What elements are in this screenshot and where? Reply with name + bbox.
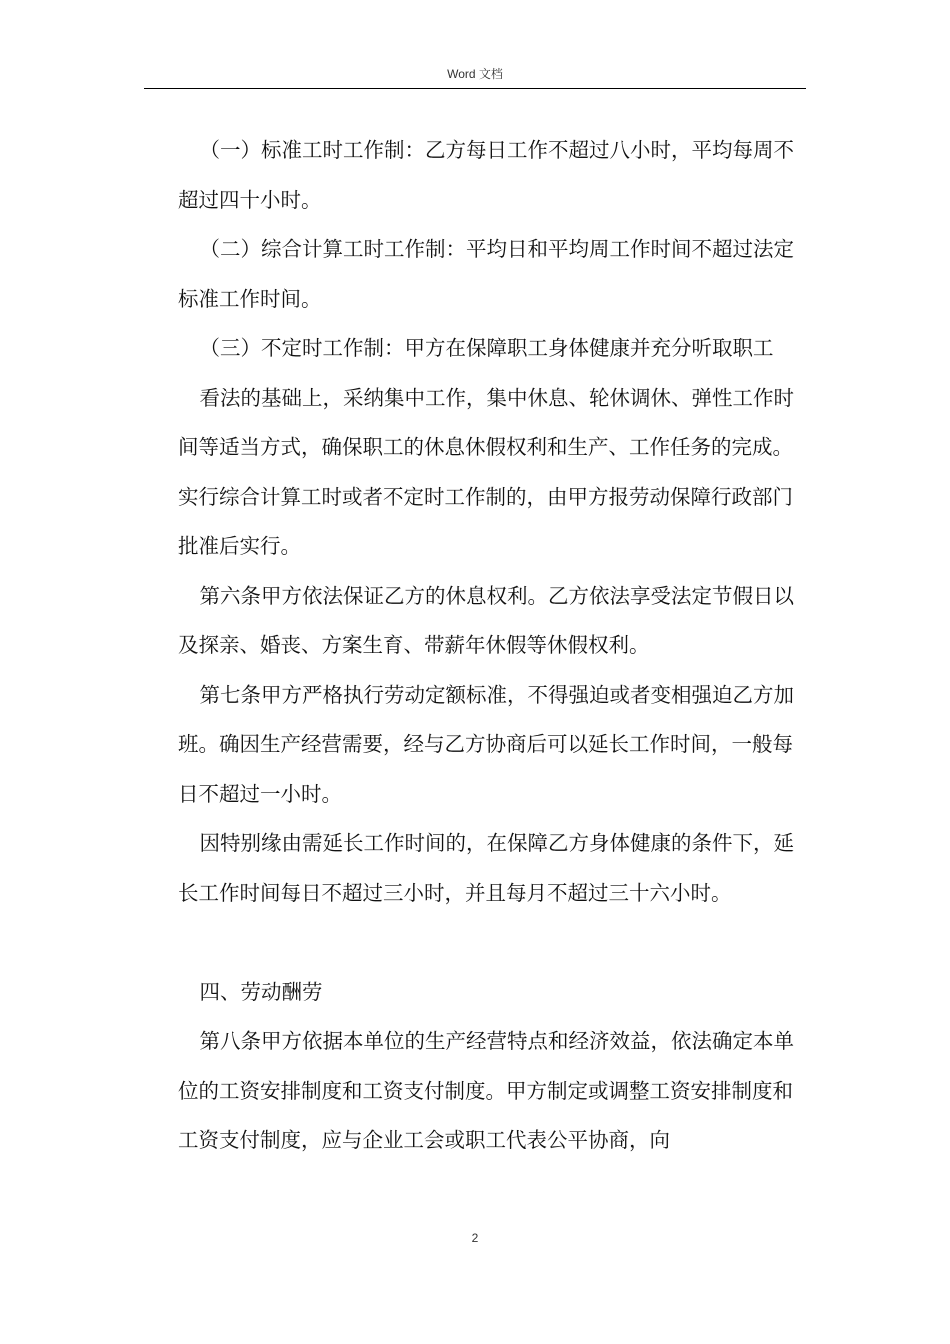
paragraph-article-6: 第六条甲方依法保证乙方的休息权利。乙方依法享受法定节假日以及探亲、婚丧、方案生育、带薪年休假等休假权利。 bbox=[178, 583, 795, 657]
paragraph-gap bbox=[178, 918, 808, 968]
paragraph-overtime-limits: 因特别缘由需延长工作时间的，在保障乙方身体健康的条件下，延长工作时间每日不超过三小时，并且每月不超过三十六小时。 bbox=[178, 831, 795, 905]
paragraph-article-7: 第七条甲方严格执行劳动定额标准，不得强迫或者变相强迫乙方加班。确因生产经营需要，经与乙方协商后可以延长工作时间，一般每日不超过一小时。 bbox=[178, 682, 795, 806]
header-divider bbox=[144, 88, 806, 89]
document-header-title: Word 文档 bbox=[447, 67, 503, 81]
document-body bbox=[178, 126, 808, 1166]
paragraph-flexible-hours-cont: 看法的基础上，采纳集中工作，集中休息、轮休调休、弹性工作时间等适当方式，确保职工的休息休假权利和生产、工作任务的完成。实行综合计算工时或者不定时工作制的，由甲方报劳动保障行政部门批准后实行。 bbox=[178, 385, 795, 558]
section-heading: 四、劳动酬劳 bbox=[199, 979, 323, 1004]
paragraph-comprehensive-hours: （二）综合计算工时工作制：平均日和平均周工作时间不超过法定标准工作时间。 bbox=[178, 237, 795, 311]
page-number: 2 bbox=[471, 1231, 479, 1245]
paragraph-standard-hours: （一）标准工时工作制：乙方每日工作不超过八小时，平均每周不超过四十小时。 bbox=[178, 138, 795, 212]
paragraph-article-8: 第八条甲方依据本单位的生产经营特点和经济效益，依法确定本单位的工资安排制度和工资支付制度。甲方制定或调整工资安排制度和工资支付制度，应与企业工会或职工代表公平协商，向 bbox=[178, 1029, 795, 1152]
paragraph-flexible-hours: （三）不定时工作制：甲方在保障职工身体健康并充分听取职工 bbox=[199, 336, 774, 360]
